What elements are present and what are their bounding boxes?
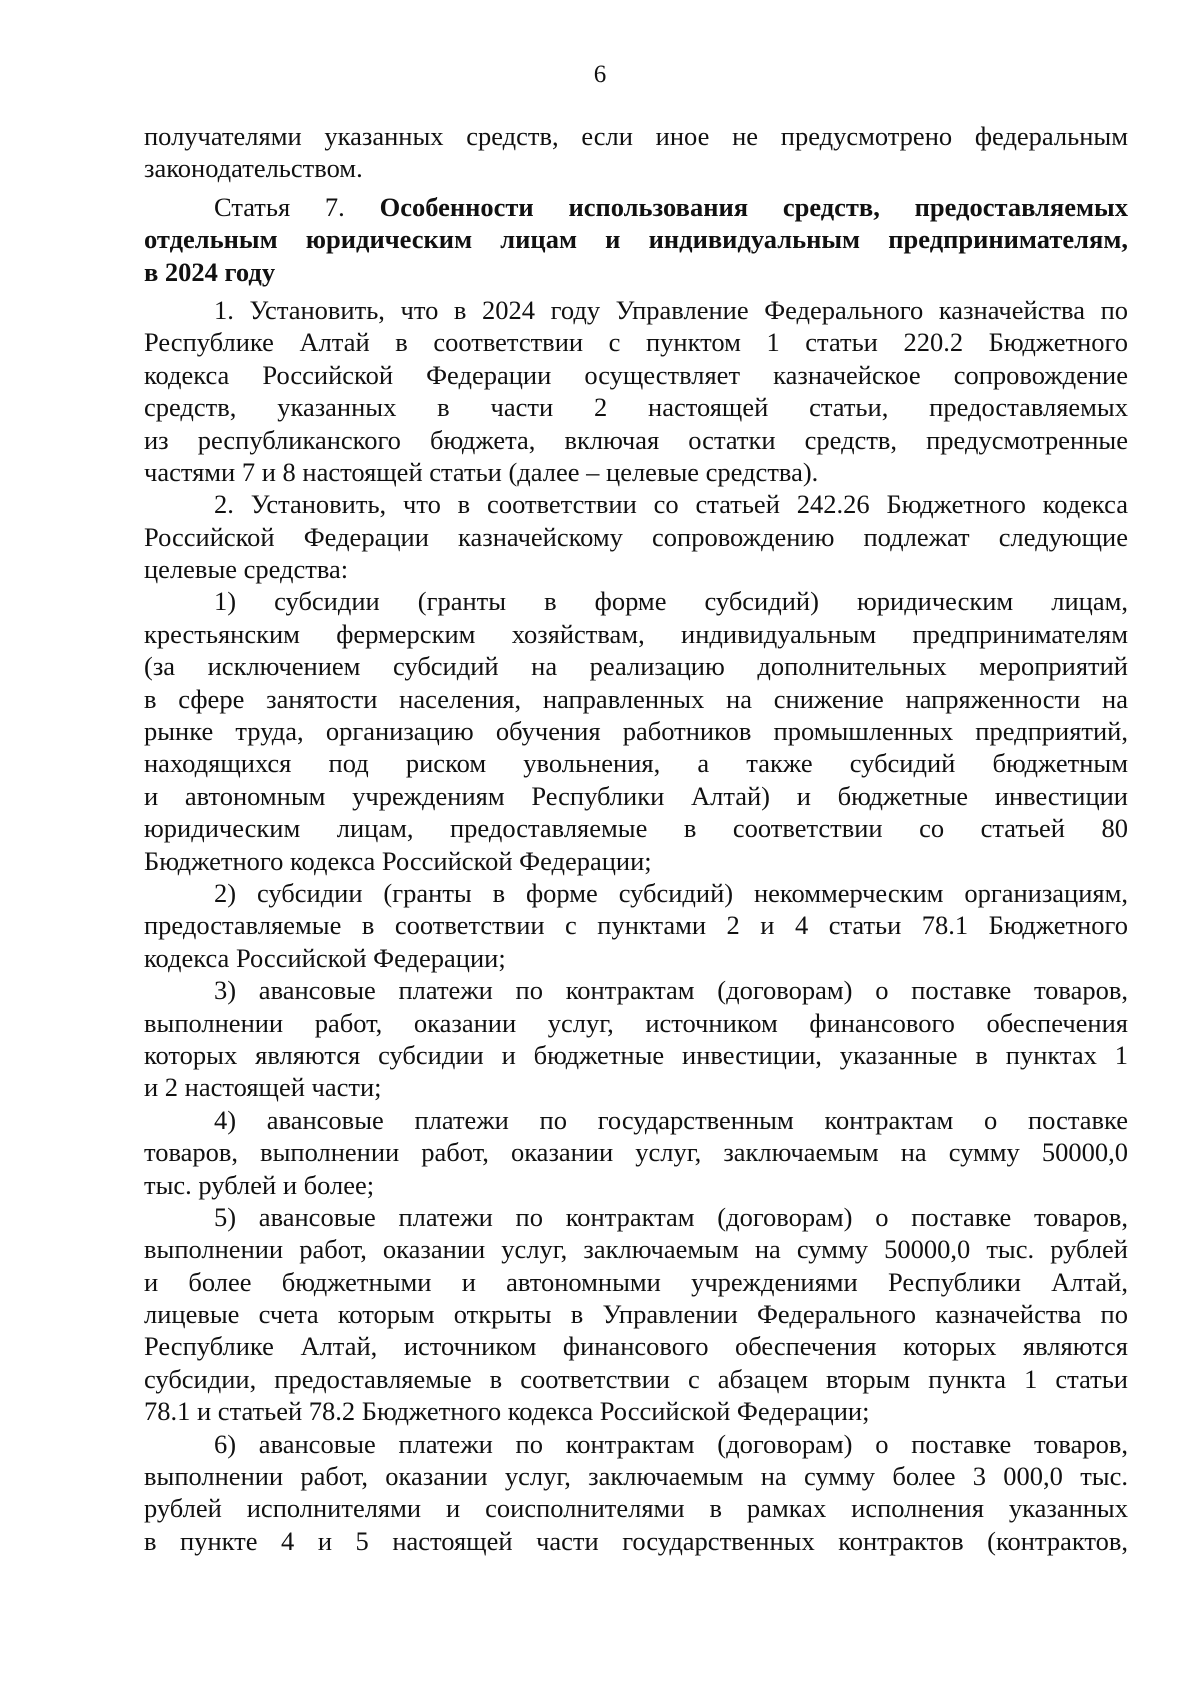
paragraph-line: находящихся под риском увольнения, а также субсидий бюджетным bbox=[144, 748, 1128, 779]
document-body bbox=[144, 120, 1128, 1557]
paragraph-line: в пункте 4 и 5 настоящей части государственных контрактов (контрактов, bbox=[144, 1525, 1128, 1556]
paragraph-line: (за исключением субсидий на реализацию дополнительных мероприятий bbox=[144, 651, 1128, 682]
paragraph-line: Российской Федерации казначейскому сопровождению подлежат следующие bbox=[144, 521, 1128, 552]
paragraph-line: Республике Алтай в соответствии с пунктом 1 статьи 220.2 Бюджетного bbox=[144, 327, 1128, 358]
paragraph-line: товаров, выполнении работ, оказании услуг, заключаемым на сумму 50000,0 bbox=[144, 1137, 1128, 1168]
paragraph-line: 2) субсидии (гранты в форме субсидий) некоммерческим организациям, bbox=[214, 877, 1128, 908]
paragraph-line: 1. Установить, что в 2024 году Управление Федерального казначейства по bbox=[214, 294, 1128, 325]
paragraph-line: 5) авансовые платежи по контрактам (договорам) о поставке товаров, bbox=[214, 1201, 1128, 1232]
paragraph-line: и автономным учреждениям Республики Алтай) и бюджетные инвестиции bbox=[144, 780, 1128, 811]
paragraph-line: средств, указанных в части 2 настоящей статьи, предоставляемых bbox=[144, 392, 1128, 423]
paragraph-line: получателями указанных средств, если иное не предусмотрено федеральным bbox=[144, 121, 1128, 151]
paragraph-line: предоставляемые в соответствии с пунктами 2 и 4 статьи 78.1 Бюджетного bbox=[144, 910, 1128, 941]
paragraph-line: и 2 настоящей части; bbox=[144, 1072, 382, 1103]
article-heading-line: отдельным юридическим лицам и индивидуальным предпринимателям, bbox=[144, 224, 1128, 255]
paragraph-line: субсидии, предоставляемые в соответствии с абзацем вторым пункта 1 статьи bbox=[144, 1363, 1128, 1394]
paragraph-line: 6) авансовые платежи по контрактам (договорам) о поставке товаров, bbox=[214, 1428, 1128, 1459]
article-label: Статья 7. bbox=[214, 191, 380, 222]
page-number: 6 bbox=[593, 61, 607, 88]
paragraph-line: в сфере занятости населения, направленных на снижение напряженности на bbox=[144, 683, 1128, 714]
paragraph-line: из республиканского бюджета, включая остатки средств, предусмотренные bbox=[144, 424, 1128, 455]
paragraph-line: крестьянским фермерским хозяйствам, индивидуальным предпринимателям bbox=[144, 618, 1128, 649]
paragraph-line: 1) субсидии (гранты в форме субсидий) юридическим лицам, bbox=[214, 586, 1128, 617]
article-title-text: Особенности использования средств, предоставляемых bbox=[379, 191, 1128, 222]
paragraph-line: Республике Алтай, источником финансового обеспечения которых являются bbox=[144, 1331, 1128, 1362]
article-heading-line bbox=[144, 191, 1128, 223]
paragraph-line: выполнении работ, оказании услуг, заключаемым на сумму 50000,0 тыс. рублей bbox=[144, 1234, 1128, 1265]
article-heading-line: в 2024 году bbox=[144, 256, 276, 287]
paragraph-line: целевые средства: bbox=[144, 554, 349, 585]
paragraph-line: 4) авансовые платежи по государственным контрактам о поставке bbox=[214, 1104, 1128, 1135]
paragraph-line: 2. Установить, что в соответствии со статьей 242.26 Бюджетного кодекса bbox=[214, 489, 1128, 520]
paragraph-line: рублей исполнителями и соисполнителями в рамках исполнения указанных bbox=[144, 1493, 1128, 1524]
paragraph-line: рынке труда, организацию обучения работников промышленных предприятий, bbox=[144, 716, 1128, 747]
paragraph-line: лицевые счета которым открыты в Управлении Федерального казначейства по bbox=[144, 1299, 1128, 1330]
paragraph-line: тыс. рублей и более; bbox=[144, 1169, 375, 1200]
paragraph-line: кодекса Российской Федерации осуществляет казначейское сопровождение bbox=[144, 359, 1128, 390]
paragraph-line: законодательством. bbox=[144, 153, 363, 184]
paragraph-line: кодекса Российской Федерации; bbox=[144, 942, 506, 973]
paragraph-line: которых являются субсидии и бюджетные инвестиции, указанные в пунктах 1 bbox=[144, 1039, 1128, 1070]
paragraph-line: 3) авансовые платежи по контрактам (договорам) о поставке товаров, bbox=[214, 975, 1128, 1006]
paragraph-line: и более бюджетными и автономными учреждениями Республики Алтай, bbox=[144, 1266, 1128, 1297]
paragraph-line: выполнении работ, оказании услуг, источником финансового обеспечения bbox=[144, 1007, 1128, 1038]
paragraph-line: частями 7 и 8 настоящей статьи (далее – целевые средства). bbox=[144, 456, 819, 487]
paragraph-line: юридическим лицам, предоставляемые в соответствии со статьей 80 bbox=[144, 813, 1128, 844]
paragraph-line: Бюджетного кодекса Российской Федерации; bbox=[144, 845, 652, 876]
paragraph-line: выполнении работ, оказании услуг, заключаемым на сумму более 3 000,0 тыс. bbox=[144, 1461, 1128, 1492]
paragraph-line: 78.1 и статьей 78.2 Бюджетного кодекса Российской Федерации; bbox=[144, 1396, 870, 1427]
